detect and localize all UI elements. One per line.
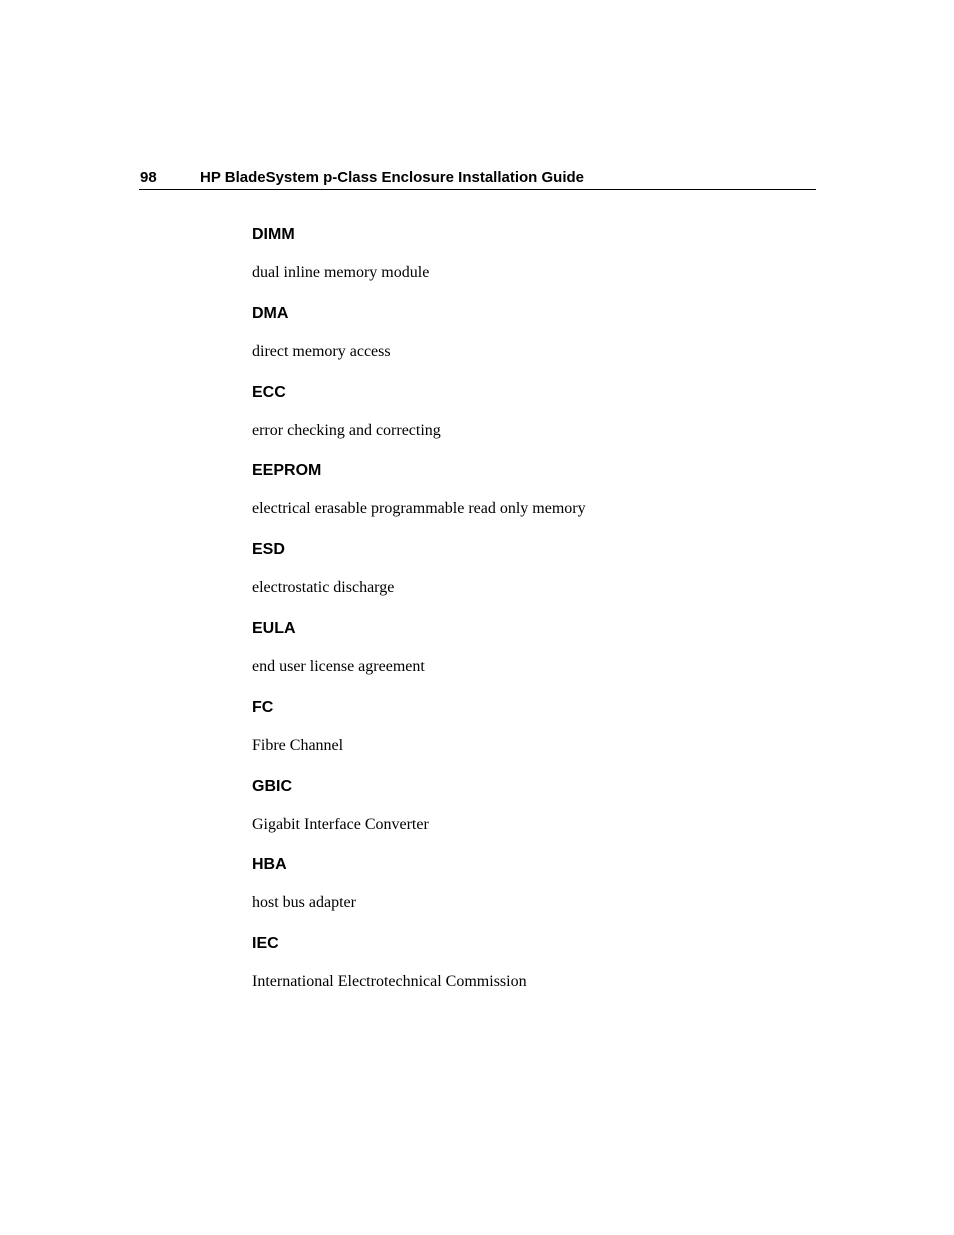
glossary-term: ECC <box>252 383 286 401</box>
glossary-term: IEC <box>252 935 279 953</box>
glossary-definition: electrical erasable programmable read only memory <box>252 500 586 518</box>
glossary-entry <box>252 776 812 855</box>
glossary-entry <box>252 460 812 539</box>
glossary-definition: end user license agreement <box>252 657 425 675</box>
glossary-definition: host bus adapter <box>252 894 356 912</box>
glossary-term: EULA <box>252 619 296 637</box>
glossary-definition: dual inline memory module <box>252 264 430 281</box>
glossary-entry <box>252 303 812 382</box>
page-number: 98 <box>140 169 157 186</box>
glossary-entry <box>252 224 812 303</box>
glossary-term: ESD <box>252 541 285 559</box>
header-title: HP BladeSystem p-Class Enclosure Installation Guide <box>200 169 585 186</box>
glossary-term: HBA <box>252 856 287 874</box>
glossary-definition: International Electrotechnical Commission <box>252 973 527 991</box>
glossary-list <box>252 224 812 1012</box>
page-header <box>139 168 816 190</box>
glossary-entry <box>252 618 812 697</box>
glossary-definition: electrostatic discharge <box>252 579 395 597</box>
glossary-term: GBIC <box>252 777 292 795</box>
glossary-definition: error checking and correcting <box>252 421 441 439</box>
glossary-definition: Fibre Channel <box>252 736 344 754</box>
glossary-entry <box>252 697 812 776</box>
glossary-entry <box>252 539 812 618</box>
glossary-term: FC <box>252 698 274 716</box>
glossary-definition: direct memory access <box>252 342 391 360</box>
glossary-term: DMA <box>252 304 289 322</box>
glossary-entry <box>252 854 812 933</box>
glossary-entry <box>252 382 812 461</box>
glossary-entry <box>252 933 812 1012</box>
glossary-term: DIMM <box>252 226 295 243</box>
glossary-definition: Gigabit Interface Converter <box>252 815 429 833</box>
glossary-term: EEPROM <box>252 462 322 480</box>
